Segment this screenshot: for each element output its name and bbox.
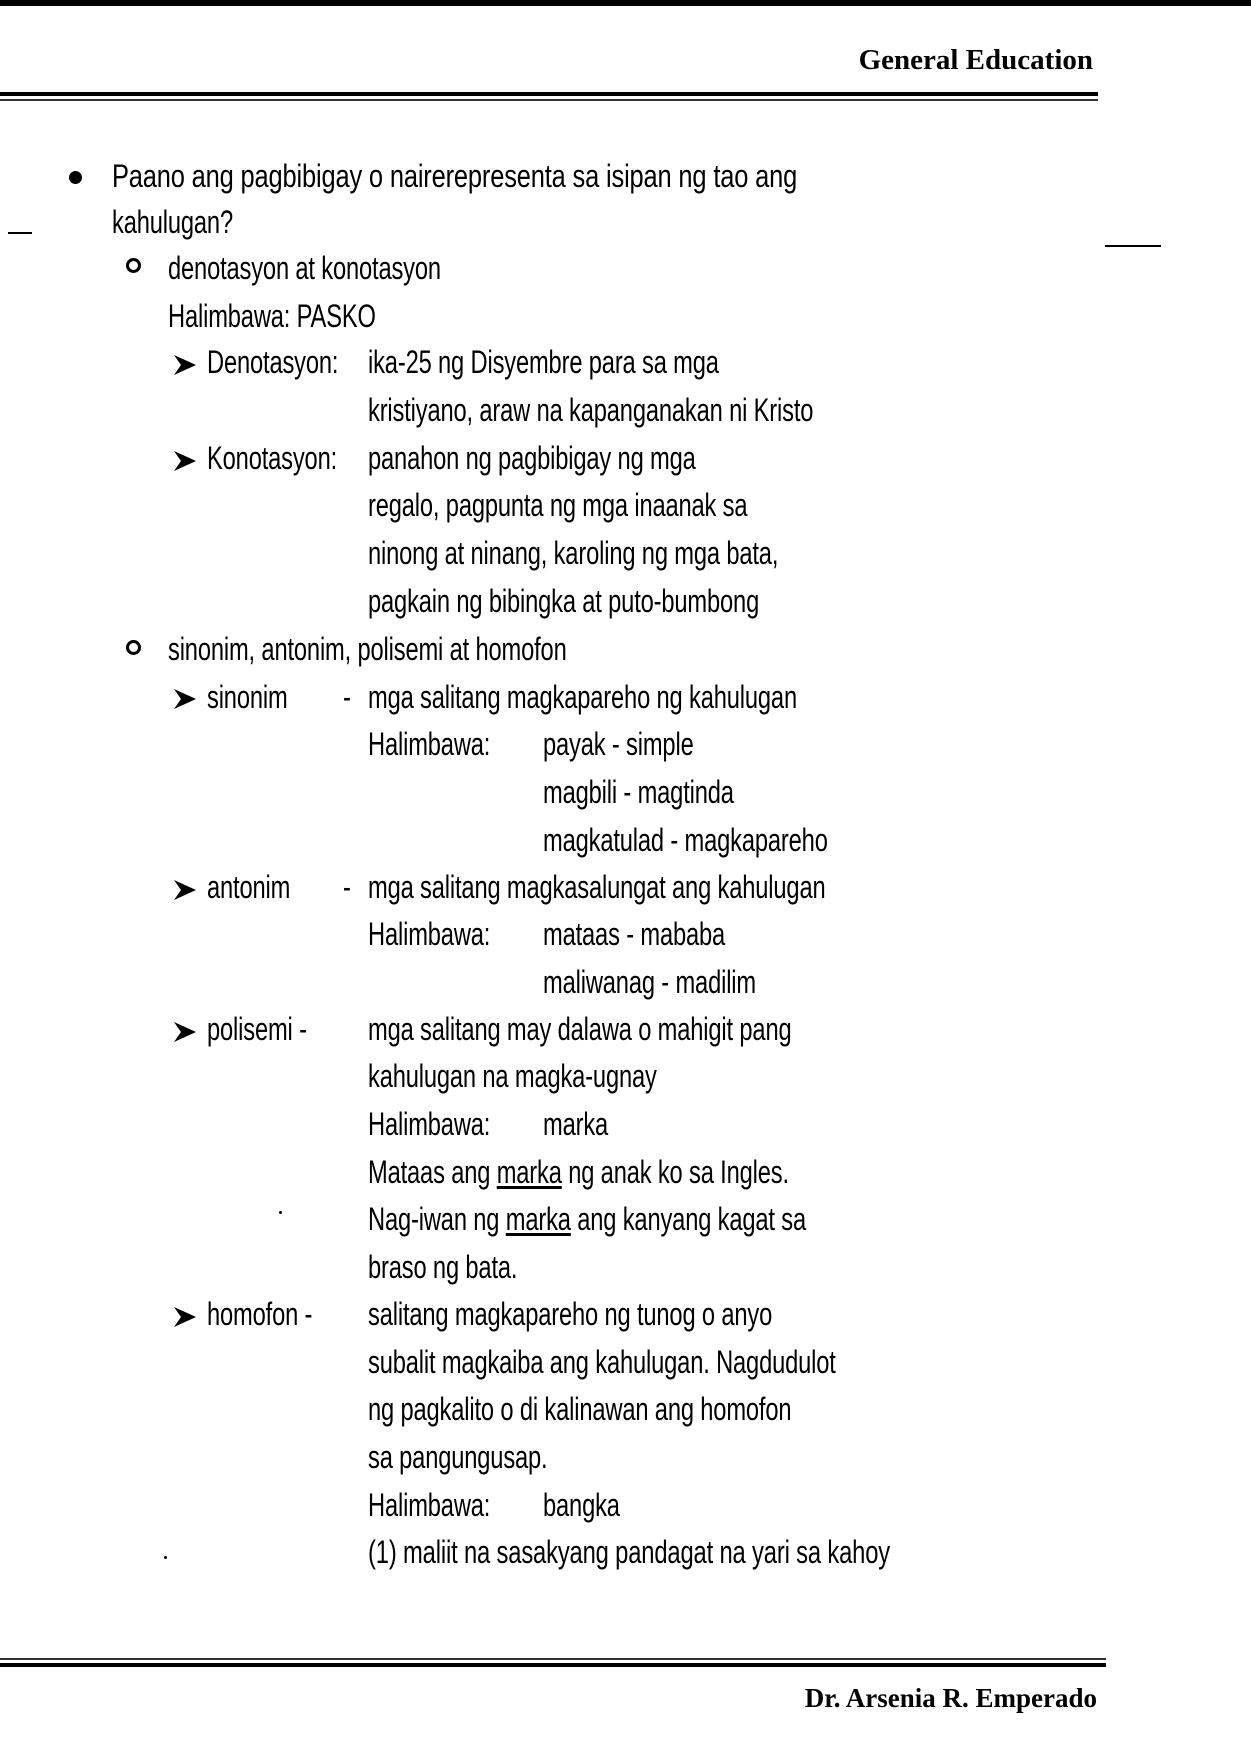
arrow-bullet-icon: [172, 448, 198, 474]
halimbawa-label: Halimbawa:: [368, 1487, 491, 1523]
arrow-bullet-icon: [172, 686, 198, 712]
polisemi-example-word: marka: [543, 1106, 609, 1142]
konotasyon-text: ninong at ninang, karoling ng mga bata,: [368, 535, 779, 571]
top-border-rule: [0, 0, 1251, 6]
sub-bullet-ring-icon: [126, 640, 141, 655]
homofon-definition: sa pangungusap.: [368, 1439, 548, 1475]
stray-dot: [279, 1211, 282, 1214]
footer-rule-thin: [0, 1658, 1106, 1660]
homofon-meaning: (1) maliit na sasakyang pandagat na yari sa kahoy: [368, 1534, 890, 1570]
homofon-label: homofon -: [207, 1296, 313, 1332]
arrow-bullet-icon: [172, 877, 198, 903]
polisemi-sentence-cont: braso ng bata.: [368, 1249, 518, 1285]
sentence-text: Nag-iwan ng: [368, 1201, 506, 1237]
konotasyon-text: panahon ng pagbibigay ng mga: [368, 440, 696, 476]
konotasyon-text: regalo, pagpunta ng mga inaanak sa: [368, 487, 748, 523]
arrow-bullet-icon: [172, 352, 198, 378]
polisemi-sentence: [368, 1154, 789, 1190]
header-title: General Education: [858, 44, 1093, 76]
example-heading: Halimbawa: PASKO: [168, 298, 376, 334]
denotasyon-label: Denotasyon:: [207, 344, 339, 380]
arrow-bullet-icon: [172, 1304, 198, 1330]
question-text-cont: kahulugan?: [112, 204, 233, 240]
homofon-example-word: bangka: [543, 1487, 620, 1523]
sentence-text: Mataas ang: [368, 1154, 497, 1190]
polisemi-sentence: [368, 1201, 806, 1237]
antonim-label: antonim: [207, 869, 291, 905]
sub-bullet-ring-icon: [126, 258, 141, 273]
question-text: Paano ang pagbibigay o nairerepresenta sa isipan ng tao ang: [112, 158, 798, 194]
antonim-definition: mga salitang magkasalungat ang kahulugan: [368, 869, 826, 905]
polisemi-definition: mga salitang may dalawa o mahigit pang: [368, 1011, 792, 1047]
antonim-example: maliwanag - madilim: [543, 964, 757, 1000]
sinonim-definition: mga salitang magkapareho ng kahulugan: [368, 679, 797, 715]
footer-author: Dr. Arsenia R. Emperado: [804, 1683, 1097, 1713]
denotasyon-text: ika-25 ng Disyembre para sa mga: [368, 344, 719, 380]
underlined-word: marka: [505, 1201, 571, 1237]
header-rule: [0, 92, 1098, 96]
homofon-definition: ng pagkalito o di kalinawan ang homofon: [368, 1391, 792, 1427]
header-rule-thin: [0, 99, 1098, 101]
sinonim-example: magbili - magtinda: [543, 774, 734, 810]
konotasyon-label: Konotasyon:: [207, 440, 338, 476]
sinonim-dash: -: [343, 679, 351, 715]
sentence-text: ang kanyang kagat sa: [570, 1201, 807, 1237]
stray-dot: [164, 1556, 167, 1559]
polisemi-definition: kahulugan na magka-ugnay: [368, 1058, 657, 1094]
sinonim-example: magkatulad - magkapareho: [543, 822, 828, 858]
underlined-word: marka: [496, 1154, 562, 1190]
footer-rule: [0, 1663, 1106, 1667]
section-title: sinonim, antonim, polisemi at homofon: [168, 631, 567, 667]
halimbawa-label: Halimbawa:: [368, 726, 491, 762]
antonim-dash: -: [343, 869, 351, 905]
homofon-definition: subalit magkaiba ang kahulugan. Nagdudulot: [368, 1344, 836, 1380]
section-title: denotasyon at konotasyon: [168, 250, 441, 286]
antonim-example: mataas - mababa: [543, 916, 726, 952]
sinonim-example: payak - simple: [543, 726, 694, 762]
halimbawa-label: Halimbawa:: [368, 1106, 491, 1142]
arrow-bullet-icon: [172, 1019, 198, 1045]
homofon-definition: salitang magkapareho ng tunog o anyo: [368, 1296, 773, 1332]
halimbawa-label: Halimbawa:: [368, 916, 491, 952]
margin-mark: [1105, 245, 1161, 247]
bullet-icon: [69, 171, 82, 184]
margin-mark: [8, 232, 32, 234]
polisemi-label: polisemi -: [207, 1011, 307, 1047]
denotasyon-text: kristiyano, araw na kapanganakan ni Kristo: [368, 392, 814, 428]
sentence-text: ng anak ko sa Ingles.: [561, 1154, 789, 1190]
sinonim-label: sinonim: [207, 679, 288, 715]
konotasyon-text: pagkain ng bibingka at puto-bumbong: [368, 583, 760, 619]
